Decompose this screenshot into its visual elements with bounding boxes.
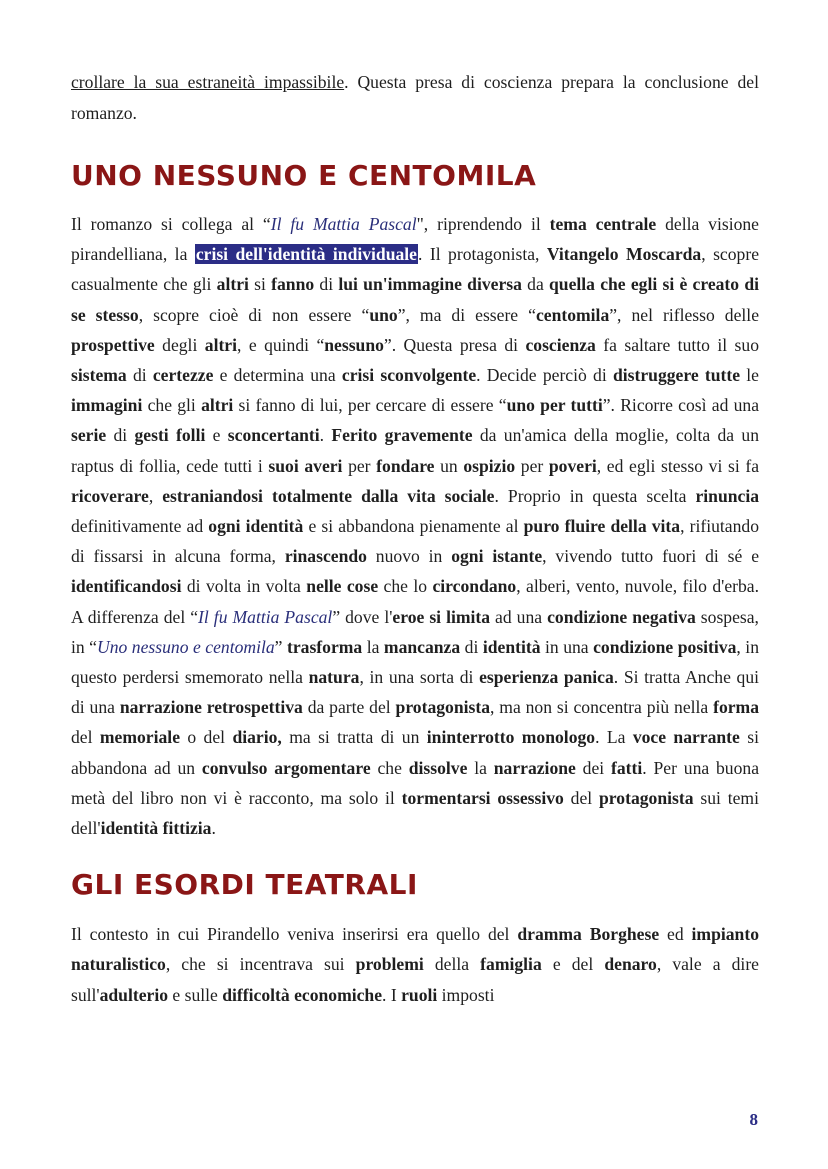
bold-phrase: suoi averi: [268, 455, 343, 476]
bold-phrase: fanno: [271, 274, 315, 295]
bold-phrase: protagonista: [599, 787, 694, 808]
text-run: in una: [540, 636, 594, 657]
section-heading-uno-nessuno: UNO NESSUNO E CENTOMILA: [71, 159, 537, 192]
bold-phrase: fondare: [376, 455, 435, 476]
bold-phrase: certezze: [152, 365, 214, 386]
text-run: per: [342, 455, 377, 476]
bold-phrase: narrazione retrospettiva: [119, 697, 303, 718]
text-run: sui temi dell': [71, 787, 759, 839]
italic-title: Uno nessuno e centomila: [97, 636, 275, 657]
text-run: definitivamente ad: [71, 516, 209, 537]
text-run: ad una: [490, 606, 548, 627]
bold-phrase: fatti: [611, 757, 643, 778]
text-run: ”: [274, 636, 287, 657]
bold-phrase: trasforma: [286, 636, 363, 657]
text-run: , ed egli stesso vi si fa: [596, 455, 760, 476]
bold-phrase: gesti folli: [134, 425, 206, 446]
text-run: ed: [659, 924, 692, 945]
text-run: le: [740, 365, 759, 386]
text-run: . Il protagonista,: [418, 244, 547, 265]
bold-phrase: famiglia: [480, 954, 542, 975]
text-run: si: [248, 274, 272, 295]
text-run: ma si tratta di un: [281, 727, 427, 748]
bold-phrase: condizione negativa: [547, 606, 696, 627]
text-run: si fanno di lui, per cercare di essere “: [233, 395, 507, 416]
bold-phrase: altri: [204, 334, 238, 355]
text-run: , alberi, vento, nuvole, filo d'erba. A differenza del “: [71, 576, 759, 627]
bold-phrase: ruoli: [401, 984, 438, 1005]
bold-phrase: ricoverare: [71, 485, 149, 506]
text-run: ”, nel riflesso delle: [609, 304, 759, 325]
text-run: la: [467, 757, 494, 778]
text-run: da un'amica della moglie, colta da un raptus di follia, cede tutti i: [71, 425, 759, 476]
intro-paragraph: [71, 67, 759, 129]
text-run: e del: [541, 954, 605, 975]
text-run: . Per una buona metà del libro non vi è racconto, ma solo il: [71, 757, 759, 808]
text-run: ,: [148, 485, 163, 506]
text-run: .: [319, 425, 332, 446]
bold-phrase: ogni identità: [208, 516, 304, 537]
text-run: di volta in volta: [181, 576, 307, 597]
bold-phrase: mancanza: [383, 636, 461, 657]
text-run: che lo: [378, 576, 433, 597]
bold-phrase: dissolve: [408, 757, 468, 778]
bold-phrase: eroe si limita: [392, 606, 491, 627]
text-run: di: [106, 425, 135, 446]
bold-phrase: identificandosi: [71, 576, 182, 597]
text-run: imposti: [437, 984, 495, 1005]
bold-phrase: impianto naturalistico: [71, 924, 759, 975]
text-run: , vale a dire sull': [71, 954, 759, 1005]
bold-phrase: uno per tutti: [506, 395, 603, 416]
bold-phrase: condizione positiva: [593, 636, 737, 657]
bold-phrase: poveri: [548, 455, 597, 476]
bold-phrase: Vitangelo Moscarda: [546, 244, 702, 265]
text-run: , ma non si concentra più nella: [490, 697, 714, 718]
text-run: di: [126, 365, 153, 386]
page-content: [71, 67, 759, 1010]
text-run: ” dove l': [332, 606, 393, 627]
text-run: e si abbandona pienamente al: [303, 516, 524, 537]
bold-phrase: nelle cose: [306, 576, 379, 597]
bold-phrase: denaro: [604, 954, 657, 975]
bold-phrase: adulterio: [99, 984, 169, 1005]
bold-phrase: tema centrale: [549, 214, 657, 234]
text-run: per: [515, 455, 549, 476]
bold-phrase: rinuncia: [695, 485, 760, 506]
text-run: di: [314, 274, 339, 295]
text-run: Il contesto in cui Pirandello veniva inserirsi era quello del: [71, 924, 518, 945]
italic-title: Il fu Mattia Pascal: [198, 606, 333, 627]
text-run: ”. Questa presa di: [383, 334, 526, 355]
text-run: dei: [575, 757, 611, 778]
text-run: , e quindi “: [237, 334, 325, 355]
text-run: . La: [595, 727, 633, 748]
text-run: . Decide perciò di: [476, 365, 613, 386]
bold-phrase: coscienza: [525, 334, 596, 355]
text-run: , scopre cioè di non essere “: [138, 304, 370, 325]
section-heading-esordi-teatrali: GLI ESORDI TEATRALI: [71, 868, 418, 902]
text-run: . I: [382, 984, 402, 1005]
bold-phrase: Ferito gravemente: [331, 425, 473, 446]
text-run: .: [211, 818, 216, 839]
bold-phrase: diario,: [232, 727, 282, 748]
text-run: Il romanzo si collega al “: [71, 214, 271, 234]
bold-phrase: difficoltà economiche: [222, 984, 383, 1005]
text-run: della visione pirandelliana, la: [71, 214, 759, 265]
text-run: , rifiutando di fissarsi in alcuna forma,: [71, 516, 759, 567]
text-run: sospesa, in “: [71, 606, 759, 657]
bold-phrase: memoriale: [99, 727, 180, 748]
bold-phrase: sistema: [71, 365, 127, 386]
bold-phrase: identità fittizia: [100, 818, 212, 839]
text-run: si abbandona ad un: [71, 727, 759, 778]
text-run: . Si tratta Anche qui di una: [71, 667, 760, 718]
text-run: , che si incentrava sui: [165, 954, 356, 975]
bold-phrase: ininterrotto monologo: [426, 727, 596, 748]
section2-paragraph: [71, 919, 759, 1010]
bold-phrase: serie: [71, 425, 107, 446]
bold-phrase: voce narrante: [632, 727, 740, 748]
bold-phrase: altri: [201, 395, 234, 416]
text-run: nuovo in: [366, 546, 452, 567]
bold-phrase: crisi sconvolgente: [341, 365, 477, 386]
bold-phrase: immagini: [71, 395, 143, 416]
intro-text: . Questa presa di coscienza prepara la conclusione del romanzo.: [71, 72, 759, 123]
bold-phrase: prospettive: [71, 334, 155, 355]
text-run: la: [362, 636, 384, 657]
bold-phrase: dramma Borghese: [517, 924, 660, 945]
bold-phrase: sconcertanti: [227, 425, 320, 446]
text-run: e sulle: [168, 984, 223, 1005]
text-run: del: [563, 787, 600, 808]
text-run: ”, ma di essere “: [397, 304, 536, 325]
bold-phrase: distruggere tutte: [612, 365, 741, 386]
bold-phrase: forma: [713, 697, 760, 718]
text-run: di: [460, 636, 483, 657]
text-run: degli: [154, 334, 205, 355]
section1-paragraph: [71, 209, 759, 843]
bold-phrase: protagonista: [395, 697, 491, 718]
text-run: da: [521, 274, 550, 295]
text-run: da parte del: [302, 697, 396, 718]
text-run: un: [434, 455, 464, 476]
italic-title: Il fu Mattia Pascal: [270, 214, 417, 234]
bold-phrase: narrazione: [493, 757, 576, 778]
text-run: , in questo perdersi smemorato nella: [71, 636, 759, 688]
bold-phrase: ogni istante: [451, 546, 543, 567]
page-number: 8: [749, 1110, 758, 1129]
bold-phrase: esperienza panica: [479, 667, 614, 688]
bold-phrase: ospizio: [463, 455, 516, 476]
text-run: . Proprio in questa scelta: [494, 485, 696, 506]
bold-phrase: identità: [482, 636, 541, 657]
bold-phrase: circondano: [432, 576, 517, 597]
bold-phrase: altri: [216, 274, 249, 295]
text-run: e: [205, 425, 228, 446]
bold-phrase: convulso argomentare: [201, 757, 371, 778]
bold-phrase: rinascendo: [284, 546, 367, 567]
text-run: o del: [180, 727, 233, 748]
text-run: della: [423, 954, 481, 975]
text-run: fa saltare tutto il suo: [595, 334, 759, 355]
text-run: ", riprendendo il: [416, 214, 550, 234]
underlined-phrase: crollare la sua estraneità impassibile: [71, 72, 345, 92]
text-run: , scopre casualmente che gli: [71, 244, 759, 295]
bold-phrase: uno: [369, 304, 398, 325]
text-run: che gli: [142, 395, 202, 416]
text-run: , in una sorta di: [359, 667, 480, 688]
highlighted-phrase: crisi dell'identità individuale: [195, 244, 417, 265]
text-run: del: [71, 727, 100, 748]
bold-phrase: tormentarsi ossessivo: [401, 787, 564, 808]
bold-phrase: puro fluire della vita: [523, 516, 681, 537]
text-run: e determina una: [213, 365, 342, 386]
text-run: ”. Ricorre così ad una: [602, 395, 759, 416]
bold-phrase: estraniandosi totalmente dalla vita sociale: [162, 485, 495, 506]
bold-phrase: lui un'immagine diversa: [338, 274, 522, 295]
text-run: che: [370, 757, 409, 778]
bold-phrase: natura: [308, 667, 360, 688]
bold-phrase: nessuno: [324, 334, 384, 355]
bold-phrase: quella che egli si è creato di se stesso: [71, 274, 760, 325]
bold-phrase: problemi: [355, 954, 424, 975]
text-run: , vivendo tutto fuori di sé e: [542, 546, 759, 567]
bold-phrase: centomila: [535, 304, 610, 325]
